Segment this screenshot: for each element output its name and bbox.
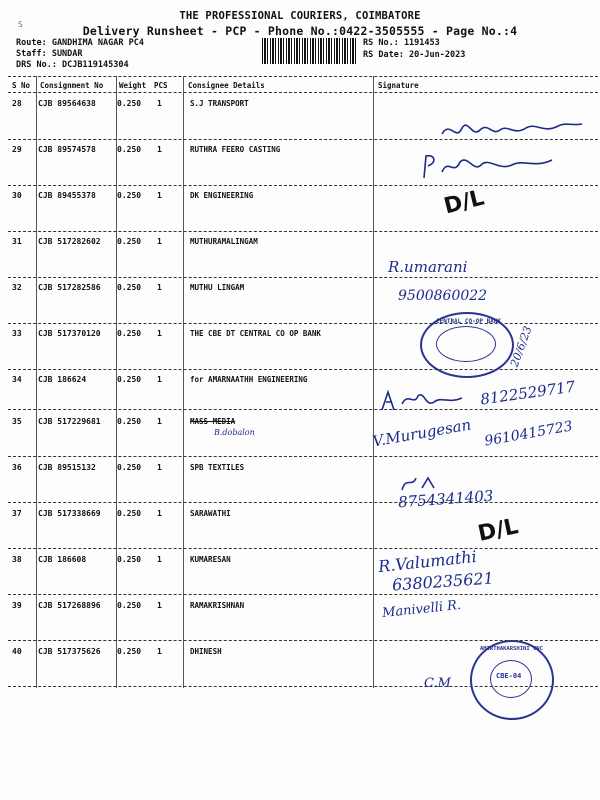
row-consignee: MASS MEDIA <box>190 417 236 426</box>
row-consignee: SARAWATHI <box>190 509 231 518</box>
header-weight: Weight <box>119 81 147 90</box>
row-consignee: S.J TRANSPORT <box>190 99 249 108</box>
row-consignment: CJB 89515132 <box>38 463 96 472</box>
header-sno: S No <box>12 81 31 90</box>
row-consignment: CJB 517282586 <box>38 283 101 292</box>
bank-stamp <box>420 312 514 378</box>
signature-row-34 <box>378 386 468 416</box>
handwritten-phone-row-36: 8754341403 <box>397 486 494 512</box>
header-pcs: PCS <box>154 81 168 90</box>
company-title: THE PROFESSIONAL COURIERS, COIMBATORE <box>179 10 421 22</box>
row-consignment: CJB 517268896 <box>38 601 101 610</box>
handwritten-name-row-40: C.M <box>424 676 451 691</box>
row-consignee: SPB TEXTILES <box>190 463 245 472</box>
row-sno: 37 <box>12 509 22 518</box>
row-weight: 0.250 <box>117 463 142 472</box>
row-consignee: KUMARESAN <box>190 555 231 564</box>
row-divider <box>8 409 598 410</box>
handwritten-note-row-35: B.dobalon <box>214 428 255 437</box>
row-consignment: CJB 517282602 <box>38 237 101 246</box>
row-consignee: MUTHU LINGAM <box>190 283 245 292</box>
dl-mark-2: D/L <box>475 514 521 547</box>
row-sno: 36 <box>12 463 22 472</box>
row-weight: 0.250 <box>117 283 142 292</box>
row-sno: 32 <box>12 283 22 292</box>
row-consignee: THE CBE DT CENTRAL CO OP BANK <box>190 329 321 338</box>
row-sno: 39 <box>12 601 22 610</box>
row-sno: 38 <box>12 555 22 564</box>
table-row <box>8 278 598 324</box>
table-row <box>8 596 598 642</box>
row-consignee: RAMAKRISHNAN <box>190 601 245 610</box>
handwritten-name-row-39: Manivelli R. <box>381 597 462 622</box>
dl-mark: D/L <box>441 185 487 220</box>
header-signature: Signature <box>378 81 419 90</box>
corner-mark: S <box>18 20 23 29</box>
row-consignment: CJB 517370120 <box>38 329 101 338</box>
row-sno: 31 <box>12 237 22 246</box>
bank-stamp-text: CENTRAL CO-OP BANK <box>436 318 502 325</box>
row-consignment: CJB 186608 <box>38 555 87 564</box>
handwritten-phone-row-38: 6380235621 <box>391 568 495 595</box>
table-row <box>8 550 598 596</box>
row-consignee: DK ENGINEERING <box>190 191 254 200</box>
row-sno: 29 <box>12 145 22 154</box>
row-consignment: CJB 89455378 <box>38 191 96 200</box>
row-sno: 35 <box>12 417 22 426</box>
row-sno: 30 <box>12 191 22 200</box>
rs-date: RS Date: 20-Jun-2023 <box>363 50 466 60</box>
handwritten-phone-row-32: 9500860022 <box>398 288 488 304</box>
row-divider <box>8 594 598 595</box>
table-top-rule <box>8 76 598 77</box>
row-weight: 0.250 <box>117 191 142 200</box>
row-sno: 33 <box>12 329 22 338</box>
staff-label: Staff: SUNDAR <box>16 49 83 59</box>
row-pcs: 1 <box>157 647 162 656</box>
row-weight: 0.250 <box>117 329 142 338</box>
row-weight: 0.250 <box>117 509 142 518</box>
row-consignment: CJB 89574578 <box>38 145 96 154</box>
row-divider <box>8 456 598 457</box>
row-pcs: 1 <box>157 417 162 426</box>
row-consignment: CJB 517229681 <box>38 417 101 426</box>
row-pcs: 1 <box>157 237 162 246</box>
row-divider <box>8 502 598 503</box>
handwritten-phone-row-34: 8122529717 <box>479 377 577 409</box>
row-weight: 0.250 <box>117 375 142 384</box>
row-consignee: for AMARNAATHH ENGINEERING <box>190 375 308 384</box>
signature-row-29 <box>420 148 560 188</box>
row-weight: 0.250 <box>117 99 142 108</box>
row-sno: 34 <box>12 375 22 384</box>
runsheet-barcode <box>262 38 356 64</box>
header-consignment: Consignment No <box>40 81 104 90</box>
signature-row-28 <box>436 112 586 152</box>
row-pcs: 1 <box>157 99 162 108</box>
bank-stamp-inner <box>436 326 496 362</box>
row-weight: 0.250 <box>117 601 142 610</box>
bank-stamp-date: 20/6/23 <box>507 324 535 369</box>
row-consignment: CJB 517338669 <box>38 509 101 518</box>
runsheet-title: Delivery Runsheet - PCP - Phone No.:0422-3505555 - Page No.:4 <box>82 24 518 38</box>
handwritten-phone-row-35: 9610415723 <box>483 418 574 450</box>
row-consignment: CJB 89564638 <box>38 99 96 108</box>
handwritten-name-row-32: R.umarani <box>388 258 468 276</box>
rs-number: RS No.: 1191453 <box>363 38 440 48</box>
row-pcs: 1 <box>157 283 162 292</box>
row-consignment: CJB 186624 <box>38 375 87 384</box>
row-weight: 0.250 <box>117 237 142 246</box>
table-row <box>8 232 598 278</box>
row-pcs: 1 <box>157 555 162 564</box>
handwritten-name-row-35: V.Murugesan <box>371 415 473 451</box>
row-pcs: 1 <box>157 145 162 154</box>
row-consignee: RUTHRA FEERO CASTING <box>190 145 281 154</box>
row-weight: 0.250 <box>117 555 142 564</box>
row-consignee: MUTHURAMALINGAM <box>190 237 258 246</box>
row-pcs: 1 <box>157 375 162 384</box>
row-pcs: 1 <box>157 329 162 338</box>
row-sno: 28 <box>12 99 22 108</box>
row-pcs: 1 <box>157 509 162 518</box>
row-consignment: CJB 517375626 <box>38 647 101 656</box>
drs-label: DRS No.: DCJB119145304 <box>16 60 129 70</box>
table-header-rule <box>8 92 598 93</box>
row-pcs: 1 <box>157 463 162 472</box>
row-weight: 0.250 <box>117 417 142 426</box>
row-consignee: DHINESH <box>190 647 222 656</box>
handwritten-name-row-38: R.Valumathi <box>377 546 478 577</box>
amirth-stamp-text: AMIRTHAKARSHINI CNC <box>480 646 543 652</box>
row-pcs: 1 <box>157 601 162 610</box>
table-row <box>8 186 598 232</box>
route-label: Route: GANDHIMA NAGAR PC4 <box>16 38 144 48</box>
table-row <box>8 458 598 504</box>
amirth-stamp-inner-text: CBE-04 <box>496 672 522 680</box>
row-weight: 0.250 <box>117 647 142 656</box>
row-divider <box>8 548 598 549</box>
amirth-stamp <box>470 640 554 720</box>
row-weight: 0.250 <box>117 145 142 154</box>
header-consignee: Consignee Details <box>188 81 265 90</box>
row-pcs: 1 <box>157 191 162 200</box>
row-sno: 40 <box>12 647 22 656</box>
